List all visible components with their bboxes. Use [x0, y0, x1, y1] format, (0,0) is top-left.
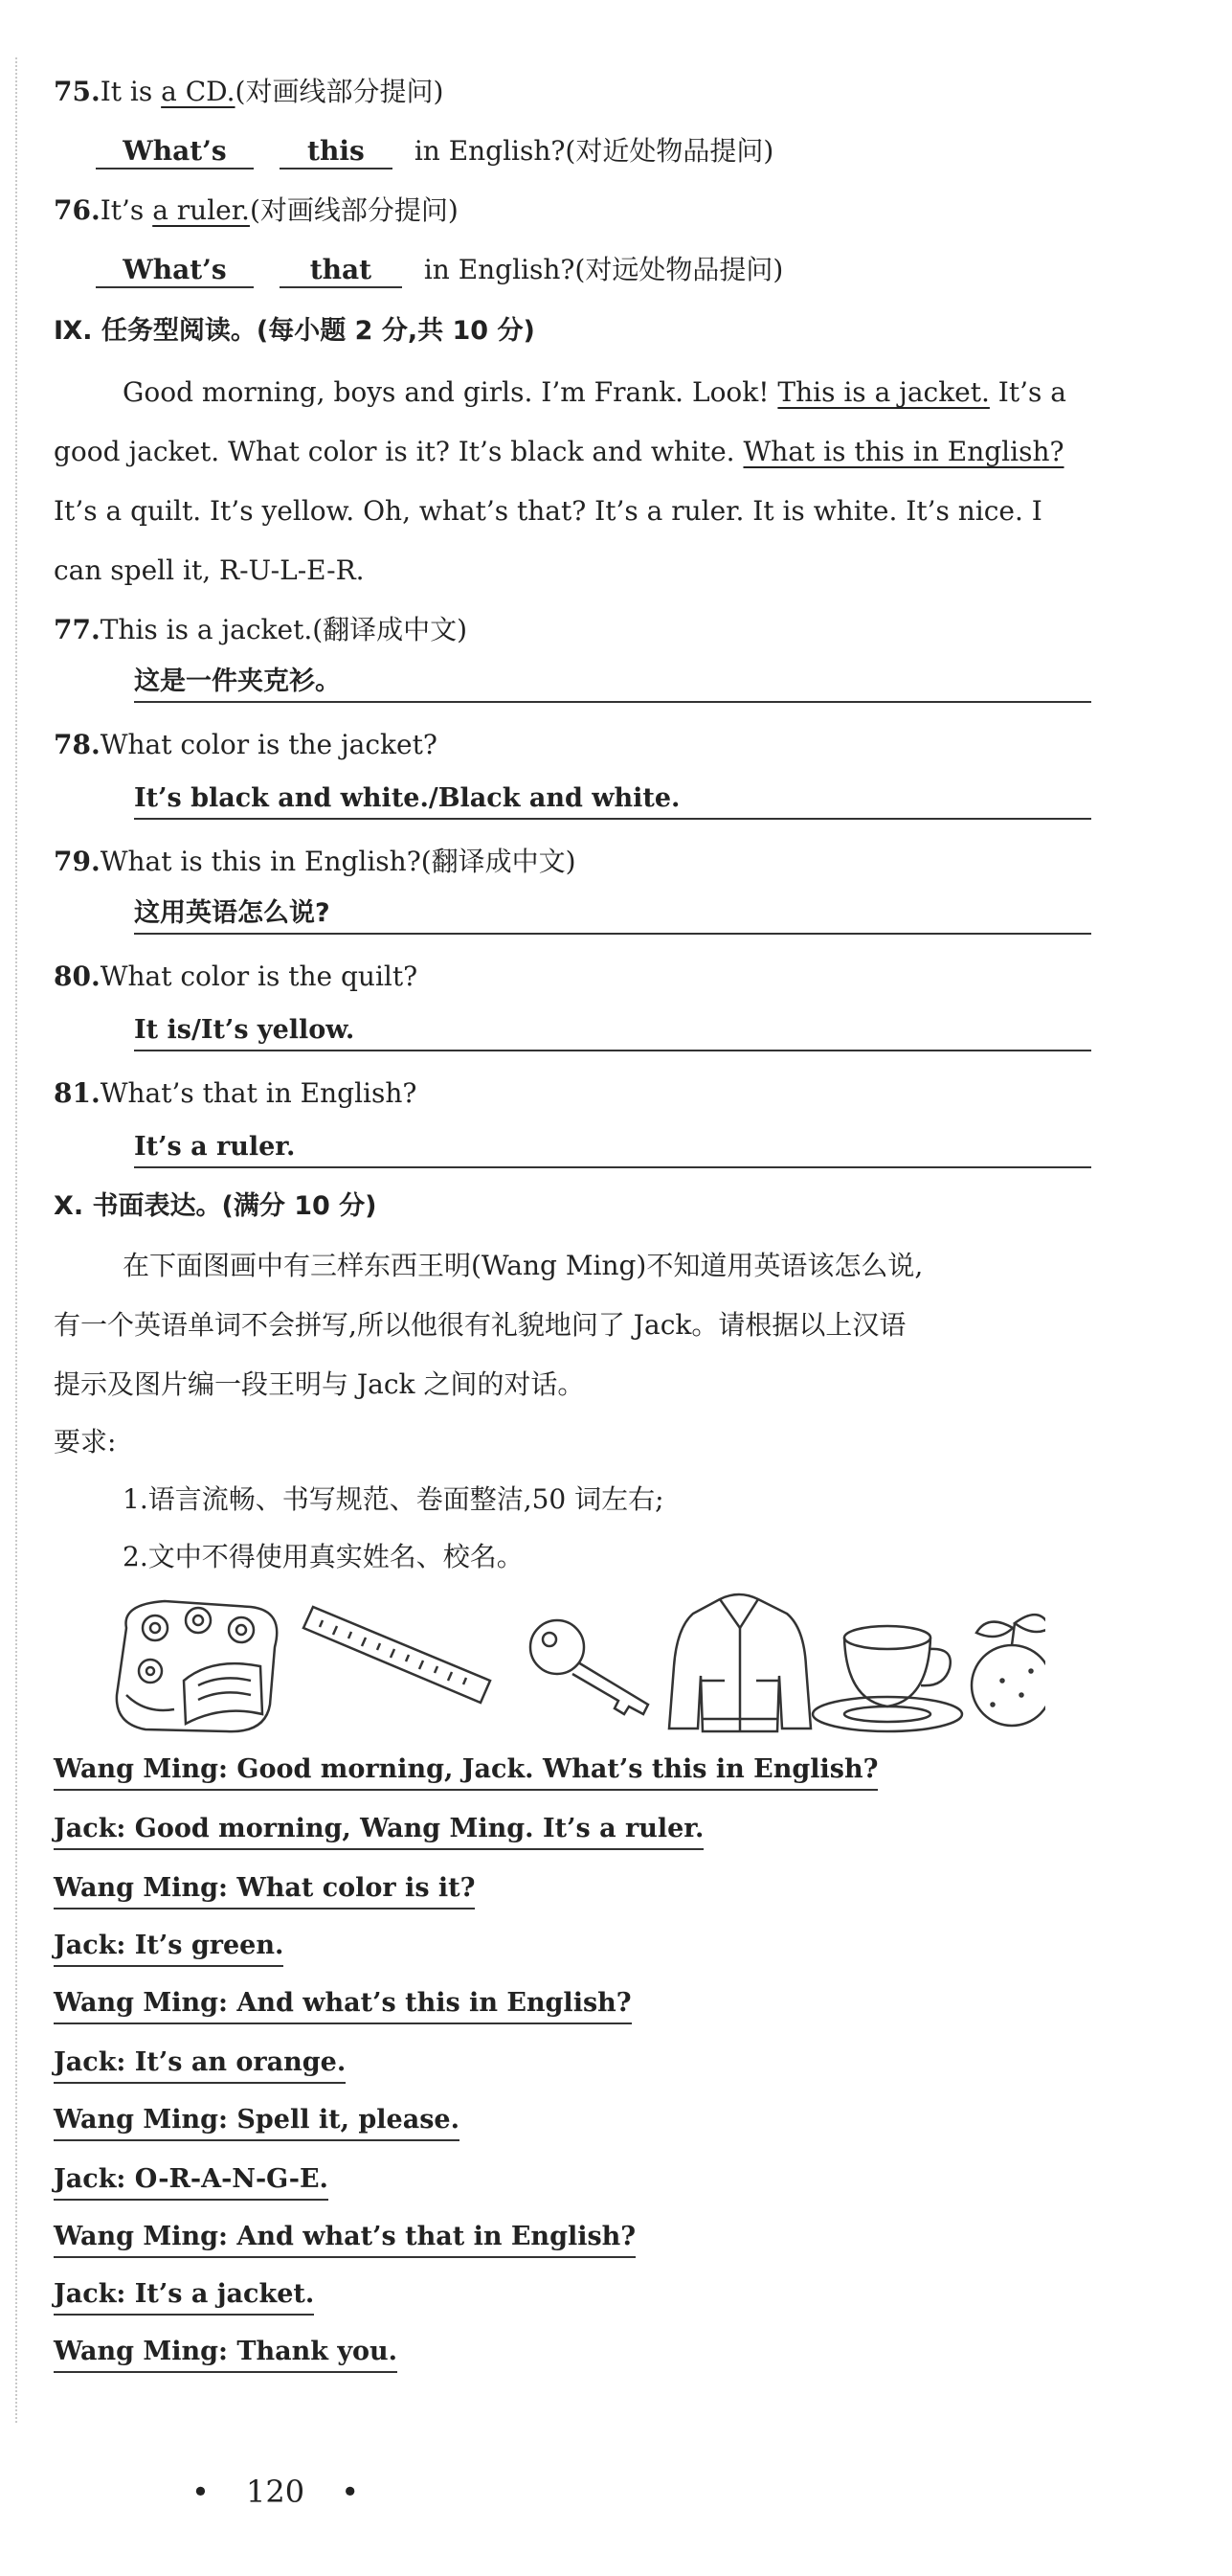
requirement-1: 1.语言流畅、书写规范、卷面整洁,50 词左右; — [123, 1483, 664, 1515]
question-79 — [54, 843, 576, 881]
instructions-line-2: 有一个英语单词不会拼写,所以他很有礼貌地问了 Jack。请根据以上汉语 — [54, 1309, 907, 1341]
passage-line-4: can spell it, R-U-L-E-R. — [54, 554, 365, 586]
dialogue-line: Wang Ming: Spell it, please. — [54, 2101, 459, 2141]
question-number: 75. — [54, 76, 101, 107]
passage-text: It’s a — [989, 376, 1066, 408]
quilt-icon — [117, 1601, 277, 1731]
question-80 — [54, 958, 417, 996]
dialogue-line: Wang Ming: Thank you. — [54, 2333, 397, 2373]
underlined-sentence: What is this in English? — [743, 436, 1064, 467]
ruler-icon — [303, 1607, 490, 1703]
answer-line-78: It’s black and white./Black and white. — [134, 780, 1091, 820]
question-75-answer — [96, 132, 773, 170]
question-77 — [54, 611, 467, 649]
margin-dotted-line — [15, 57, 17, 2423]
key-icon — [530, 1620, 648, 1714]
requirement-2: 2.文中不得使用真实姓名、校名。 — [123, 1541, 524, 1572]
section-9-title: Ⅸ. 任务型阅读。(每小题 2 分,共 10 分) — [54, 316, 535, 346]
answer-blank-1: What’s — [96, 254, 254, 288]
question-number: 76. — [54, 194, 101, 226]
passage-text: Good morning, boys and girls. I’m Frank. Look! — [123, 376, 778, 408]
answer-tail: in English?(对近处物品提问) — [414, 135, 774, 167]
question-text: What color is the jacket? — [100, 729, 437, 760]
question-number: 79. — [54, 846, 101, 877]
question-number: 77. — [54, 614, 101, 645]
answer-line-80: It is/It’s yellow. — [134, 1011, 1091, 1051]
dialogue-line: Wang Ming: And what’s this in English? — [54, 1984, 632, 2024]
page-number: 120 — [246, 2474, 305, 2510]
question-text: What color is the quilt? — [100, 960, 418, 992]
underlined-sentence: This is a jacket. — [777, 376, 990, 408]
orange-icon — [972, 1615, 1045, 1726]
footer-dot: • — [341, 2474, 360, 2510]
answer-line-81: It’s a ruler. — [134, 1128, 1091, 1168]
question-text: This is a jacket.(翻译成中文) — [100, 614, 468, 645]
question-note: (对画线部分提问) — [249, 194, 459, 226]
passage-line-1 — [123, 373, 1066, 412]
question-number: 78. — [54, 729, 101, 760]
dialogue-line: Jack: It’s green. — [54, 1927, 283, 1967]
passage-text: good jacket. What color is it? It’s black and white. — [54, 436, 744, 467]
answer-blank-2: this — [280, 135, 392, 169]
pictures-row — [107, 1590, 1045, 1743]
dialogue-line: Wang Ming: And what’s that in English? — [54, 2218, 636, 2258]
question-number: 80. — [54, 960, 101, 992]
dialogue-line: Jack: It’s an orange. — [54, 2044, 346, 2084]
page-footer — [191, 2473, 359, 2511]
underlined-part: a ruler. — [152, 194, 250, 226]
footer-dot: • — [191, 2474, 210, 2510]
dialogue-line: Wang Ming: What color is it? — [54, 1869, 475, 1909]
question-81 — [54, 1074, 416, 1113]
dialogue-line: Wang Ming: Good morning, Jack. What’s this in English? — [54, 1751, 878, 1791]
answer-line-77: 这是一件夹克衫。 — [134, 663, 1091, 703]
question-text: What’s that in English? — [100, 1077, 417, 1109]
requirements-title: 要求: — [54, 1426, 117, 1457]
question-78 — [54, 726, 437, 764]
question-76-answer — [96, 251, 783, 289]
dialogue-line: Jack: It’s a jacket. — [54, 2275, 314, 2316]
dialogue-line: Jack: Good morning, Wang Ming. It’s a ruler. — [54, 1810, 704, 1850]
passage-line-3: It’s a quilt. It’s yellow. Oh, what’s that? It’s a ruler. It is white. It’s nice. I — [54, 495, 1042, 527]
jacket-icon — [669, 1594, 811, 1731]
question-76 — [54, 192, 459, 230]
question-75 — [54, 73, 443, 111]
answer-line-79: 这用英语怎么说? — [134, 894, 1091, 935]
cup-icon — [813, 1626, 962, 1731]
question-number: 81. — [54, 1077, 101, 1109]
instructions-line-1: 在下面图画中有三样东西王明(Wang Ming)不知道用英语该怎么说, — [123, 1250, 924, 1281]
question-text: It is — [100, 76, 162, 107]
question-text: It’s — [100, 194, 153, 226]
answer-blank-2: that — [280, 254, 402, 288]
dialogue-line: Jack: O-R-A-N-G-E. — [54, 2160, 328, 2201]
passage-line-2 — [54, 433, 1064, 471]
question-text: What is this in English?(翻译成中文) — [100, 846, 576, 877]
question-note: (对画线部分提问) — [235, 76, 444, 107]
answer-blank-1: What’s — [96, 135, 254, 169]
underlined-part: a CD. — [161, 76, 235, 107]
answer-tail: in English?(对远处物品提问) — [423, 254, 784, 285]
section-10-title: Ⅹ. 书面表达。(满分 10 分) — [54, 1191, 377, 1221]
instructions-line-3: 提示及图片编一段王明与 Jack 之间的对话。 — [54, 1368, 585, 1400]
